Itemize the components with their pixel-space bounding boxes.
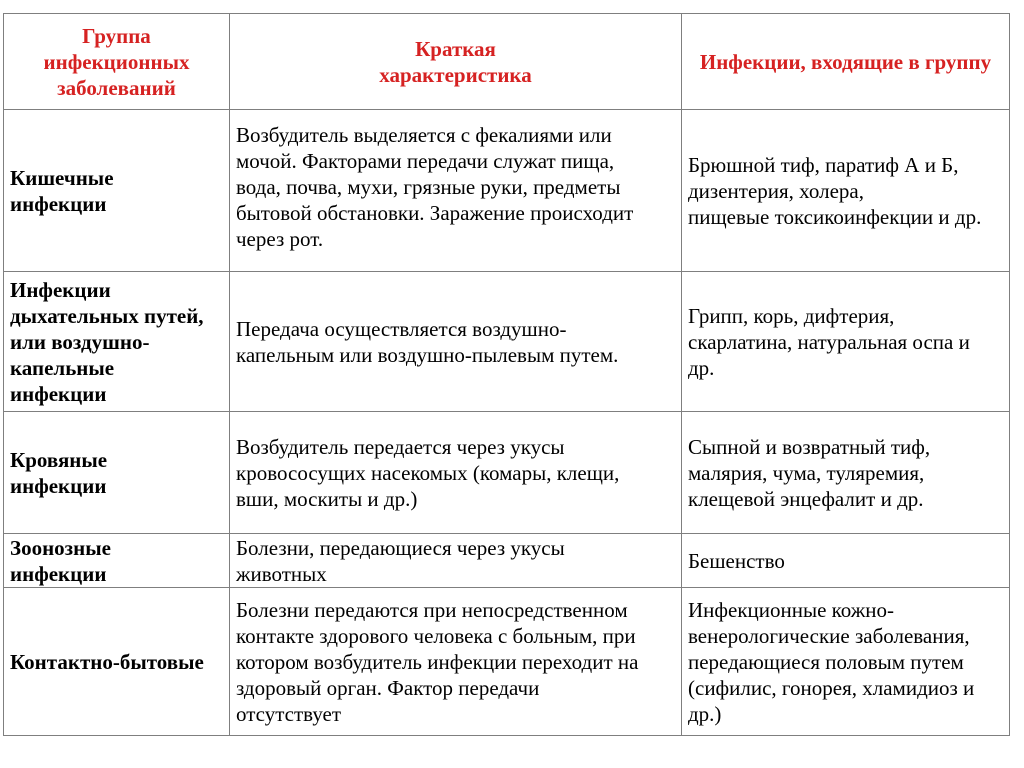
header-description-line: Краткая bbox=[415, 36, 496, 61]
infections-cell bbox=[682, 588, 1010, 736]
description-line: кровососущих насекомых (комары, клещи, bbox=[236, 460, 620, 485]
infections-line: Брюшной тиф, паратиф А и Б, bbox=[688, 152, 959, 177]
infections-line: Бешенство bbox=[688, 548, 785, 573]
infections-line: пищевые токсикоинфекции и др. bbox=[688, 204, 982, 229]
group-line: Инфекции bbox=[10, 277, 111, 302]
group-line: Кровяные bbox=[10, 447, 108, 472]
description-line: через рот. bbox=[236, 227, 324, 251]
group-line: инфекции bbox=[10, 561, 107, 586]
description-line: Передача осуществляется воздушно- bbox=[236, 316, 567, 341]
description-cell bbox=[230, 588, 682, 736]
header-group bbox=[4, 14, 230, 110]
infections-line: др.) bbox=[688, 701, 722, 726]
description-line: Возбудитель выделяется с фекалиями или bbox=[236, 123, 612, 147]
infections-cell bbox=[682, 412, 1010, 534]
description-line: Болезни передаются при непосредственном bbox=[236, 597, 628, 622]
infections-line: скарлатина, натуральная оспа и bbox=[688, 329, 970, 354]
header-group-line: Группа bbox=[82, 23, 151, 48]
infections-line: Сыпной и возвратный тиф, bbox=[688, 434, 931, 459]
group-line: дыхательных путей, bbox=[10, 303, 204, 328]
group-line: Зоонозные bbox=[10, 535, 111, 560]
description-line: капельным или воздушно-пылевым путем. bbox=[236, 342, 619, 367]
description-line: отсутствует bbox=[236, 701, 342, 726]
infections-line: (сифилис, гонорея, хламидиоз и bbox=[688, 675, 975, 700]
header-row bbox=[4, 14, 1010, 110]
table-row bbox=[4, 110, 1010, 272]
table-row bbox=[4, 412, 1010, 534]
description-cell bbox=[230, 412, 682, 534]
infections-line: Грипп, корь, дифтерия, bbox=[688, 303, 895, 328]
description-cell bbox=[230, 534, 682, 588]
group-cell bbox=[4, 588, 230, 736]
infections-line: др. bbox=[688, 355, 715, 380]
description-line: Болезни, передающиеся через укусы bbox=[236, 535, 565, 560]
description-line: бытовой обстановки. Заражение происходит bbox=[236, 201, 634, 225]
table-row bbox=[4, 272, 1010, 412]
group-line: инфекции bbox=[10, 473, 107, 498]
header-group-line: заболеваний bbox=[57, 75, 176, 100]
header-description-line: характеристика bbox=[379, 62, 532, 87]
description-cell bbox=[230, 272, 682, 412]
header-infections bbox=[682, 14, 1010, 110]
infection-groups-table bbox=[3, 13, 1010, 736]
header-infections-line: Инфекции, входящие в группу bbox=[699, 49, 992, 74]
description-line: вода, почва, мухи, грязные руки, предметы bbox=[236, 175, 621, 199]
group-line: Контактно-бытовые bbox=[10, 649, 204, 674]
description-cell bbox=[230, 110, 682, 272]
infections-line: Инфекционные кожно- bbox=[688, 597, 895, 622]
header-description bbox=[230, 14, 682, 110]
group-line: Кишечные bbox=[10, 165, 114, 190]
description-line: вши, москиты и др.) bbox=[236, 486, 418, 511]
infections-line: клещевой энцефалит и др. bbox=[688, 486, 924, 511]
header-group-line: инфекционных bbox=[43, 49, 190, 74]
description-line: котором возбудитель инфекции переходит на bbox=[236, 649, 639, 674]
group-cell bbox=[4, 412, 230, 534]
description-line: мочой. Факторами передачи служат пища, bbox=[236, 149, 615, 173]
table-row bbox=[4, 588, 1010, 736]
infections-line: венерологические заболевания, bbox=[688, 623, 970, 648]
group-line: или воздушно- bbox=[10, 329, 150, 354]
table-row bbox=[4, 534, 1010, 588]
group-cell bbox=[4, 272, 230, 412]
group-cell bbox=[4, 534, 230, 588]
group-line: инфекции bbox=[10, 381, 107, 406]
infections-cell bbox=[682, 110, 1010, 272]
group-line: инфекции bbox=[10, 191, 107, 216]
description-line: здоровый орган. Фактор передачи bbox=[236, 675, 540, 700]
infections-line: дизентерия, холера, bbox=[688, 178, 864, 203]
description-line: контакте здорового человека с больным, при bbox=[236, 623, 636, 648]
group-cell bbox=[4, 110, 230, 272]
infections-line: передающиеся половым путем bbox=[688, 649, 964, 674]
group-line: капельные bbox=[10, 355, 115, 380]
infections-cell bbox=[682, 272, 1010, 412]
infections-line: малярия, чума, туляремия, bbox=[688, 460, 925, 485]
infections-cell bbox=[682, 534, 1010, 588]
description-line: Возбудитель передается через укусы bbox=[236, 434, 565, 459]
description-line: животных bbox=[236, 561, 327, 586]
